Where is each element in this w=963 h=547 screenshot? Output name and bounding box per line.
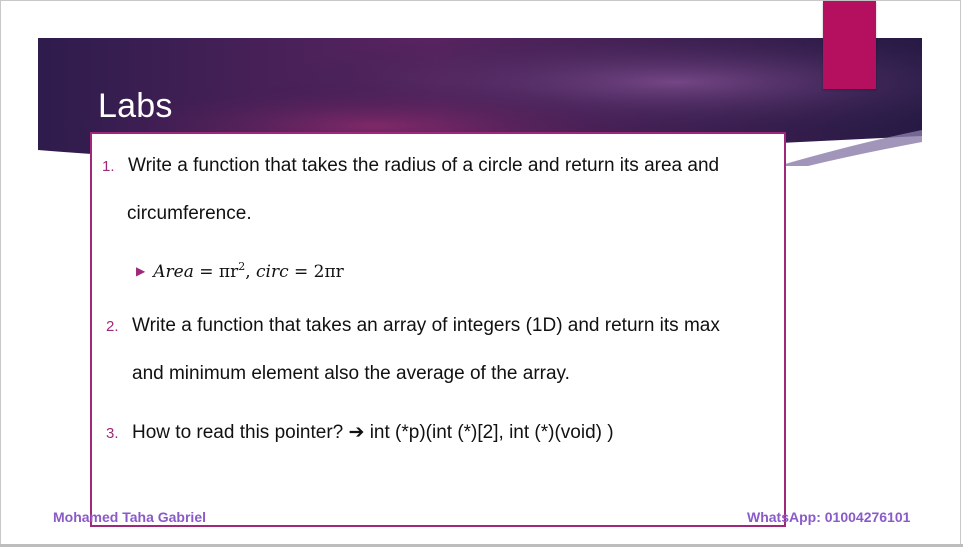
content-box xyxy=(90,132,786,527)
list-item-1-continuation: circumference. xyxy=(127,203,252,224)
list-item-2 xyxy=(106,302,720,351)
triangle-bullet-icon: ▶ xyxy=(136,264,146,278)
slide-title: Labs xyxy=(98,87,173,125)
list-number: 3. xyxy=(106,425,119,442)
list-text: Write a function that takes the radius of a circle and return its area and xyxy=(128,155,720,176)
list-text: Write a function that takes an array of integers (1D) and return its max xyxy=(132,315,720,336)
formula: Area = $\pi r^2$, circ = 2πr xyxy=(153,260,344,282)
list-item-3 xyxy=(106,409,614,458)
list-item-2-continuation: and minimum element also the average of the array. xyxy=(132,363,570,384)
list-number: 1. xyxy=(102,158,115,175)
accent-square xyxy=(823,1,876,89)
formula-bullet xyxy=(136,260,344,282)
list-text: How to read this pointer? ➔ int (*p)(int (*)[2], int (*)(void) ) xyxy=(132,422,614,443)
footer-contact: WhatsApp: 01004276101 xyxy=(747,509,911,525)
list-item-1 xyxy=(102,142,719,191)
footer-author: Mohamed Taha Gabriel xyxy=(53,509,206,525)
list-number: 2. xyxy=(106,318,119,335)
